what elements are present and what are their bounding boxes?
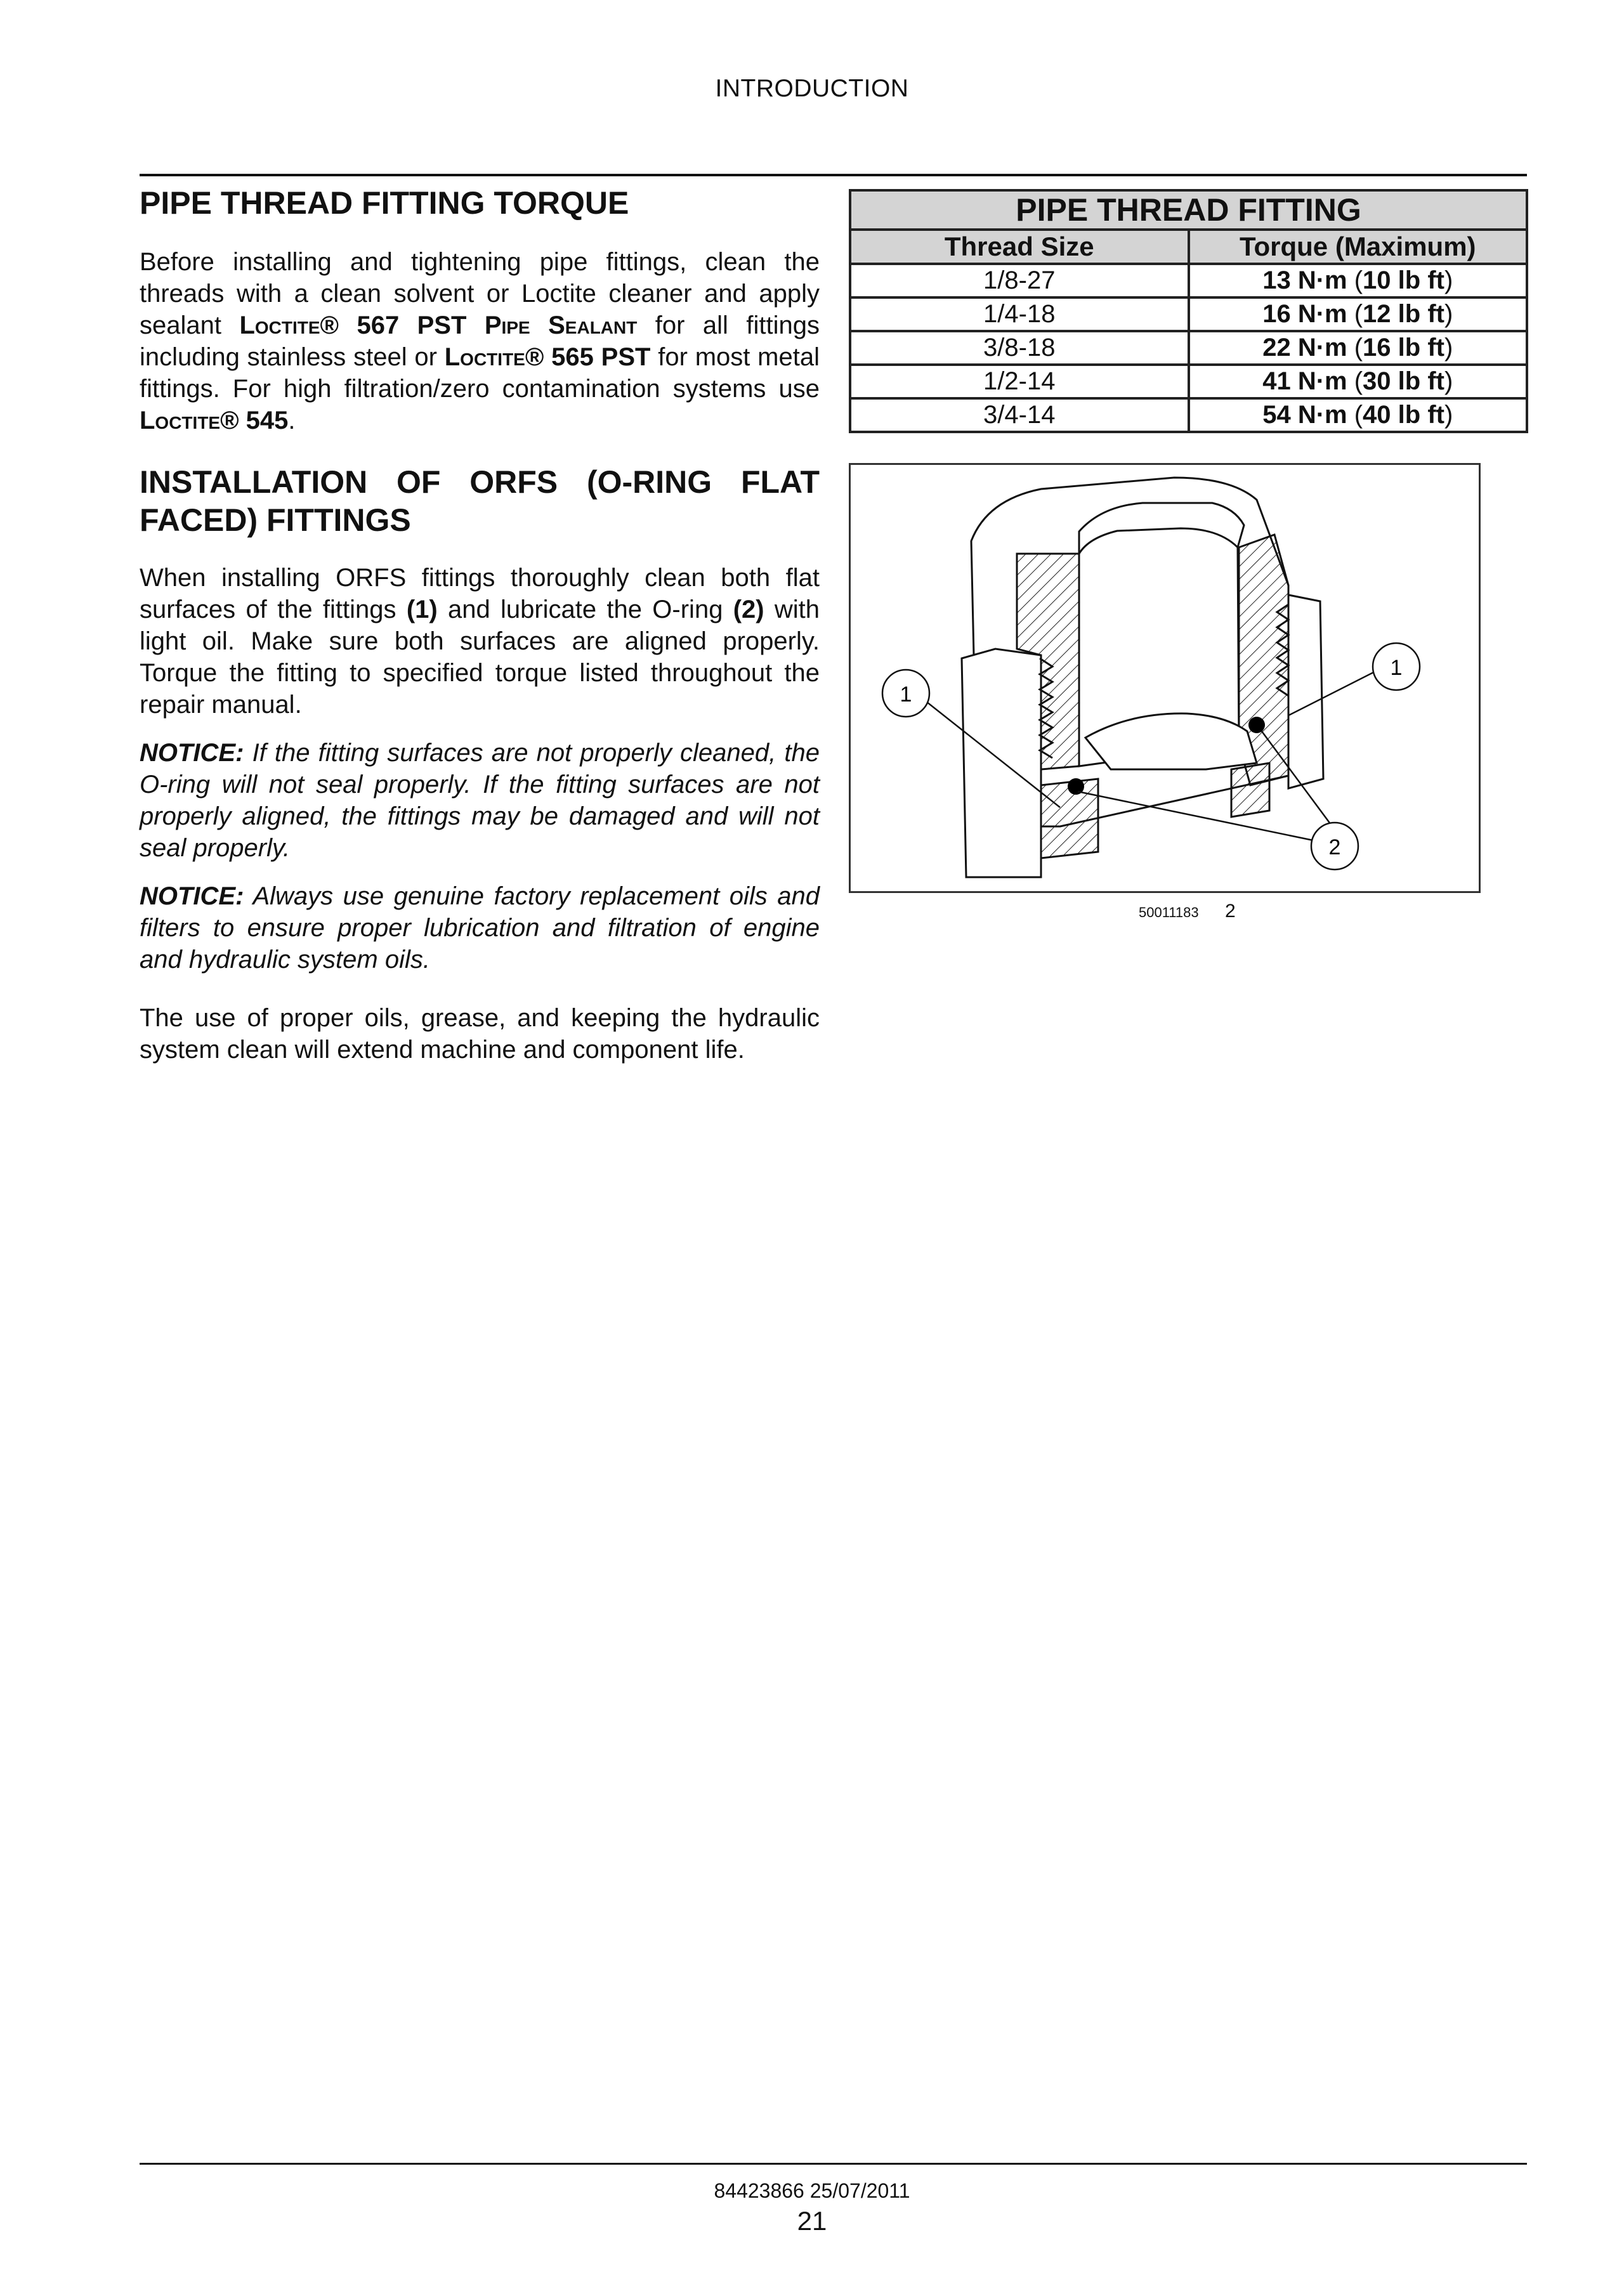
orfs-fitting-illustration bbox=[851, 465, 1479, 891]
callout-1-left bbox=[882, 670, 929, 717]
torque-cell: 22 N·m (16 lb ft) bbox=[1189, 331, 1528, 365]
o-ring-right bbox=[1248, 717, 1265, 733]
torque-header: Torque (Maximum) bbox=[1189, 230, 1528, 264]
torque-cell: 54 N·m (40 lb ft) bbox=[1189, 398, 1528, 432]
page-header: INTRODUCTION bbox=[715, 75, 909, 102]
table-title: PIPE THREAD FITTING bbox=[850, 190, 1527, 230]
pipe-thread-paragraph: Before installing and tightening pipe fittings, clean the threads with a clean solvent or Loctite cleaner and apply sealant Loctite® 567 PST Pipe Sealant for all fittings including stainless steel or Loctite® 565 PST for most metal fittings. For high filtration/zero contamination systems use Loctite® 545. bbox=[140, 248, 820, 434]
page-number: 21 bbox=[797, 2206, 827, 2236]
table-row bbox=[850, 264, 1527, 297]
torque-cell: 16 N·m (12 lb ft) bbox=[1189, 297, 1528, 331]
orfs-fitting-figure bbox=[849, 463, 1481, 893]
notice-cleaning: NOTICE: If the fitting surfaces are not properly cleaned, the O-ring will not seal properly. If the fitting surfaces are not properly aligned, the fittings may be damaged and will not seal properly. bbox=[140, 739, 820, 862]
table-row bbox=[850, 331, 1527, 365]
thread-size-cell: 3/8-18 bbox=[850, 331, 1189, 365]
table-row bbox=[850, 297, 1527, 331]
document-number-date: 84423866 25/07/2011 bbox=[714, 2179, 910, 2202]
callout-1-right bbox=[1373, 643, 1420, 690]
table-row bbox=[850, 398, 1527, 432]
svg-text:1: 1 bbox=[900, 682, 912, 707]
table-row bbox=[850, 365, 1527, 398]
torque-cell: 13 N·m (10 lb ft) bbox=[1189, 264, 1528, 297]
svg-text:2: 2 bbox=[1328, 835, 1341, 859]
torque-cell: 41 N·m (30 lb ft) bbox=[1189, 365, 1528, 398]
pipe-thread-torque-table bbox=[849, 189, 1528, 433]
left-column bbox=[140, 184, 820, 1066]
notice-oils: NOTICE: Always use genuine factory replacement oils and filters to ensure proper lubrication and filtration of engine and hydraulic system oils. bbox=[140, 882, 820, 974]
orfs-heading: INSTALLATION OF ORFS (O-RING FLAT FACED) FITTINGS bbox=[140, 464, 820, 538]
thread-size-cell: 1/8-27 bbox=[850, 264, 1189, 297]
closing-paragraph: The use of proper oils, grease, and keeping the hydraulic system clean will extend machine and component life. bbox=[140, 1004, 820, 1064]
callout-2 bbox=[1311, 823, 1358, 870]
svg-text:1: 1 bbox=[1390, 656, 1403, 680]
thread-size-header: Thread Size bbox=[850, 230, 1189, 264]
thread-size-cell: 3/4-14 bbox=[850, 398, 1189, 432]
pipe-thread-heading: PIPE THREAD FITTING TORQUE bbox=[140, 185, 629, 221]
header-rule bbox=[140, 174, 1527, 176]
footer-rule bbox=[140, 2163, 1527, 2165]
thread-size-cell: 1/4-18 bbox=[850, 297, 1189, 331]
orfs-paragraph: When installing ORFS fittings thoroughly clean both flat surfaces of the fittings (1) and lubricate the O-ring (2) with light oil. Make sure both surfaces are aligned properly. Torque the fitting to specified torque listed throughout the repair manual. bbox=[140, 564, 820, 719]
drawing-id: 50011183 bbox=[1139, 904, 1199, 920]
figure-number: 2 bbox=[1225, 901, 1236, 922]
thread-size-cell: 1/2-14 bbox=[850, 365, 1189, 398]
